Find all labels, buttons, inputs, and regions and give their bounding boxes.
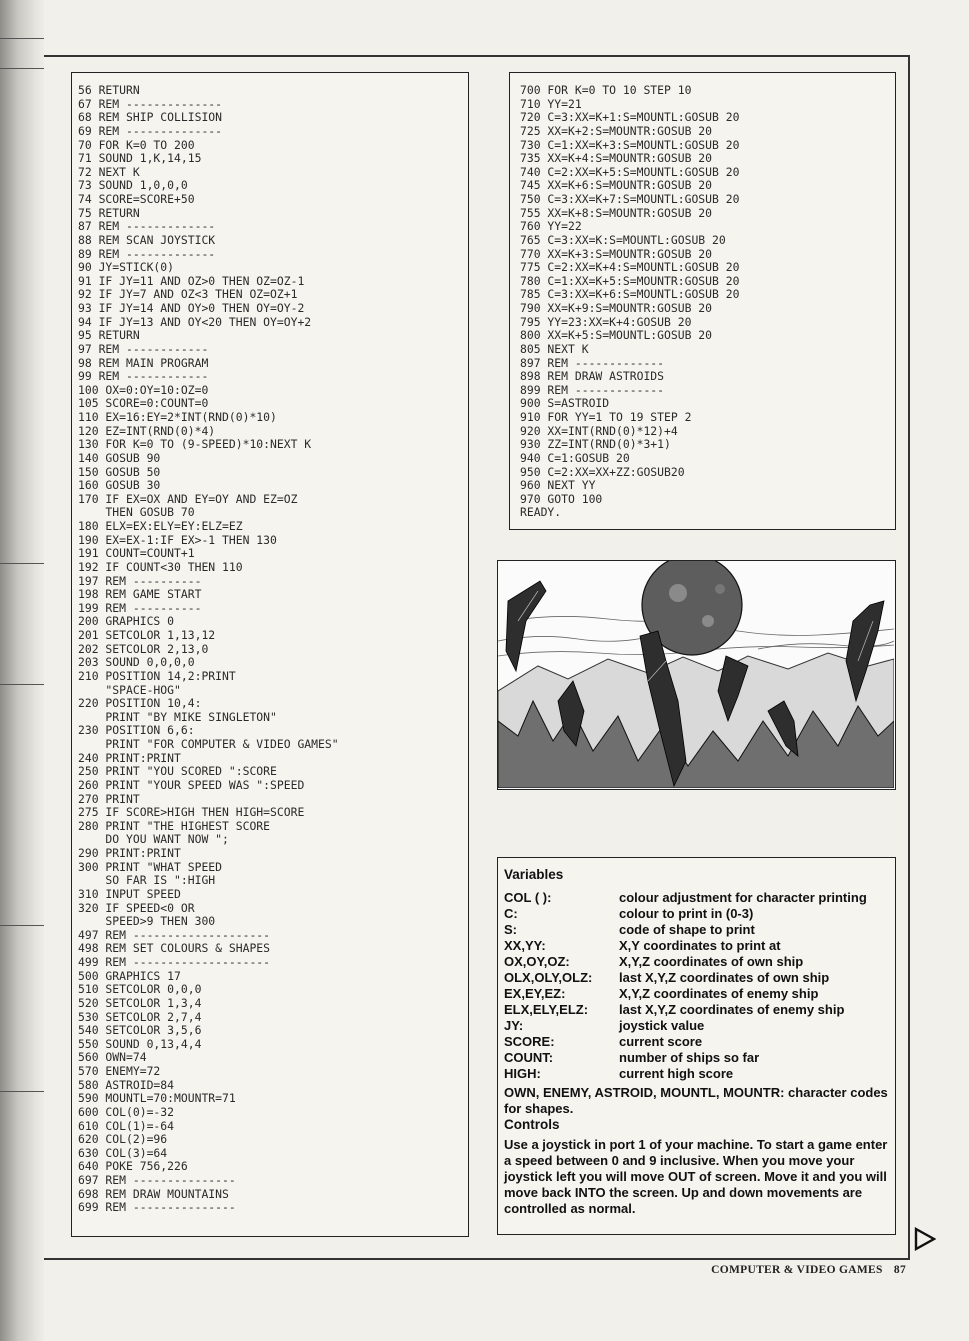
code-line: "SPACE-HOG" [105, 682, 181, 697]
left-code-listing [71, 72, 469, 1237]
code-line: 71 SOUND 1,K,14,15 [78, 151, 202, 166]
code-line: 180 ELX=EX:ELY=EY:ELZ=EZ [78, 519, 243, 533]
variable-row [504, 1002, 894, 1018]
gutter-rule [0, 925, 44, 926]
page-number: 87 [893, 1264, 906, 1276]
controls-text: Use a joystick in port 1 of your machine. To start a game enter a speed between 0 and 9 inclusive. When you move your joystick left you will move OUT of screen. Move it and you will move back INTO the screen. Up and down movements are controlled as normal. [504, 1137, 888, 1216]
code-line: 260 PRINT "YOUR SPEED WAS ":SPEED [78, 777, 305, 792]
code-line: 202 SETCOLOR 2,13,0 [78, 641, 209, 656]
code-line: 960 NEXT YY [520, 478, 596, 493]
shapes-note: OWN, ENEMY, ASTROID, MOUNTL, MOUNTR: character codes for shapes. [504, 1085, 888, 1116]
code-line: 91 IF JY=11 AND OZ>0 THEN OZ=OZ-1 [78, 273, 305, 288]
code-line: 780 C=1:XX=K+5:S=MOUNTR:GOSUB 20 [520, 273, 740, 288]
variable-name: ELX,ELY,ELZ: [504, 1002, 589, 1017]
code-line: 700 FOR K=0 TO 10 STEP 10 [520, 83, 692, 97]
code-line: SO FAR IS ":HIGH [105, 873, 216, 888]
code-line: 498 REM SET COLOURS & SHAPES [78, 941, 271, 956]
code-line: 698 REM DRAW MOUNTAINS [78, 1186, 229, 1201]
gutter-rule [0, 38, 44, 39]
code-line: 68 REM SHIP COLLISION [78, 110, 223, 125]
variable-row [504, 906, 894, 922]
code-line: THEN GOSUB 70 [105, 505, 195, 520]
code-line: 497 REM -------------------- [78, 927, 271, 942]
code-line: 760 YY=22 [520, 219, 582, 234]
code-line: DO YOU WANT NOW "; [105, 832, 229, 847]
variables-and-controls-box [497, 857, 896, 1235]
code-line: 240 PRINT:PRINT [78, 750, 181, 765]
code-line: 290 PRINT:PRINT [78, 846, 181, 860]
code-line: 540 SETCOLOR 3,5,6 [78, 1023, 202, 1038]
code-line: 95 RETURN [78, 328, 140, 343]
code-line: 745 XX=K+6:S=MOUNTR:GOSUB 20 [520, 178, 713, 193]
code-line: 770 XX=K+3:S=MOUNTR:GOSUB 20 [520, 246, 713, 261]
magazine-name: COMPUTER & VIDEO GAMES [711, 1264, 883, 1276]
code-line: 105 SCORE=0:COUNT=0 [78, 396, 209, 411]
code-line: 140 GOSUB 90 [78, 450, 161, 465]
page-footer [711, 1264, 906, 1276]
gutter-rule [0, 1091, 44, 1092]
code-line: 755 XX=K+8:S=MOUNTR:GOSUB 20 [520, 205, 713, 220]
code-line: 970 GOTO 100 [520, 491, 603, 506]
code-line: 120 EZ=INT(RND(0)*4) [78, 423, 216, 438]
code-line: PRINT "FOR COMPUTER & VIDEO GAMES" [105, 737, 339, 751]
code-line: 67 REM -------------- [78, 96, 223, 111]
code-line: 800 XX=K+5:S=MOUNTL:GOSUB 20 [520, 328, 713, 343]
mountains-and-planet-picture [498, 561, 894, 788]
code-line: 98 REM MAIN PROGRAM [78, 355, 209, 370]
code-line: 73 SOUND 1,0,0,0 [78, 178, 188, 193]
variable-description: current high score [619, 1066, 734, 1081]
code-line: 230 POSITION 6,6: [78, 723, 195, 738]
code-line: 898 REM DRAW ASTROIDS [520, 369, 665, 384]
variable-description: joystick value [619, 1018, 705, 1033]
code-line: 897 REM ------------- [520, 355, 665, 370]
code-line: 510 SETCOLOR 0,0,0 [78, 982, 202, 997]
code-line: 640 POKE 756,226 [78, 1159, 188, 1174]
code-line: 93 IF JY=14 AND OY>0 THEN OY=OY-2 [78, 301, 305, 315]
code-line: 920 XX=INT(RND(0)*12)+4 [520, 423, 678, 438]
code-line: 775 C=2:XX=K+4:S=MOUNTL:GOSUB 20 [520, 260, 740, 275]
code-line: 499 REM -------------------- [78, 955, 271, 969]
space-hog-illustration [497, 560, 896, 790]
variable-row [504, 970, 894, 986]
code-line: 74 SCORE=SCORE+50 [78, 192, 195, 206]
code-line: PRINT "BY MIKE SINGLETON" [105, 709, 277, 724]
variable-name: OLX,OLY,OLZ: [504, 970, 593, 985]
variable-description: X,Y coordinates to print at [619, 938, 781, 953]
code-line: 190 EX=EX-1:IF EX>-1 THEN 130 [78, 532, 277, 547]
code-line: 210 POSITION 14,2:PRINT [78, 668, 236, 683]
controls-heading: Controls [504, 1117, 560, 1132]
code-line: 765 C=3:XX=K:S=MOUNTL:GOSUB 20 [520, 232, 726, 247]
code-line: 270 PRINT [78, 791, 140, 806]
variable-name: OX,OY,OZ: [504, 954, 570, 969]
gutter-rule [0, 684, 44, 685]
page-gutter [0, 0, 44, 1341]
code-line: 275 IF SCORE>HIGH THEN HIGH=SCORE [78, 805, 305, 820]
left-code-text [78, 84, 339, 1215]
code-line: 940 C=1:GOSUB 20 [520, 450, 630, 465]
code-line: 790 XX=K+9:S=MOUNTR:GOSUB 20 [520, 301, 713, 315]
code-line: SPEED>9 THEN 300 [105, 914, 216, 929]
code-line: 70 FOR K=0 TO 200 [78, 137, 195, 152]
code-line: 630 COL(3)=64 [78, 1145, 168, 1160]
variable-row [504, 1050, 894, 1066]
code-line: 697 REM --------------- [78, 1173, 236, 1187]
code-line: 785 C=3:XX=K+6:S=MOUNTL:GOSUB 20 [520, 287, 740, 302]
variable-name: HIGH: [504, 1066, 541, 1081]
code-line: 200 GRAPHICS 0 [78, 614, 175, 629]
code-line: 300 PRINT "WHAT SPEED [78, 859, 223, 874]
variable-name: JY: [504, 1018, 524, 1033]
code-line: 899 REM ------------- [520, 382, 665, 397]
variable-description: colour to print in (0-3) [619, 906, 754, 921]
code-line: 590 MOUNTL=70:MOUNTR=71 [78, 1091, 236, 1106]
code-line: 220 POSITION 10,4: [78, 696, 202, 711]
variable-description: colour adjustment for character printing [619, 890, 867, 905]
variable-name: C: [504, 906, 518, 921]
code-line: 150 GOSUB 50 [78, 464, 161, 479]
variable-description: X,Y,Z coordinates of enemy ship [619, 986, 819, 1001]
code-line: 520 SETCOLOR 1,3,4 [78, 995, 202, 1010]
code-line: 795 YY=23:XX=K+4:GOSUB 20 [520, 314, 692, 329]
variable-description: X,Y,Z coordinates of own ship [619, 954, 804, 969]
variable-row [504, 1034, 894, 1050]
variable-row [504, 1066, 894, 1082]
variable-row [504, 986, 894, 1002]
code-line: 930 ZZ=INT(RND(0)*3+1) [520, 437, 671, 452]
variable-row [504, 954, 894, 970]
code-line: 170 IF EX=OX AND EY=OY AND EZ=OZ [78, 491, 298, 506]
variable-row [504, 890, 894, 906]
variable-name: COL ( ): [504, 890, 552, 905]
code-line: 710 YY=21 [520, 96, 582, 111]
variable-description: current score [619, 1034, 703, 1049]
code-line: 560 OWN=74 [78, 1050, 147, 1065]
code-line: 199 REM ---------- [78, 600, 202, 615]
code-line: 89 REM ------------- [78, 246, 216, 261]
code-line: 197 REM ---------- [78, 573, 202, 588]
code-line: 280 PRINT "THE HIGHEST SCORE [78, 818, 271, 833]
code-line: 130 FOR K=0 TO (9-SPEED)*10:NEXT K [78, 437, 312, 452]
code-line: 550 SOUND 0,13,4,4 [78, 1036, 202, 1051]
variable-name: COUNT: [504, 1050, 554, 1065]
code-line: 725 XX=K+2:S=MOUNTR:GOSUB 20 [520, 123, 713, 138]
code-line: 201 SETCOLOR 1,13,12 [78, 628, 216, 642]
code-line: 92 IF JY=7 AND OZ<3 THEN OZ=OZ+1 [78, 287, 298, 302]
code-line: 87 REM ------------- [78, 219, 216, 234]
code-line: 730 C=1:XX=K+3:S=MOUNTL:GOSUB 20 [520, 137, 740, 152]
code-line: 191 COUNT=COUNT+1 [78, 546, 195, 561]
code-line: 198 REM GAME START [78, 587, 202, 602]
right-code-listing [509, 72, 896, 530]
variable-name: XX,YY: [504, 938, 546, 953]
code-line: 900 S=ASTROID [520, 396, 610, 411]
variable-description: code of shape to print [619, 922, 755, 937]
code-line: 75 RETURN [78, 205, 140, 220]
code-line: 570 ENEMY=72 [78, 1064, 161, 1078]
code-line: READY. [520, 505, 562, 520]
code-line: 203 SOUND 0,0,0,0 [78, 655, 195, 670]
code-line: 500 GRAPHICS 17 [78, 968, 181, 983]
code-line: 610 COL(1)=-64 [78, 1118, 175, 1133]
gutter-rule [0, 563, 44, 564]
code-line: 250 PRINT "YOU SCORED ":SCORE [78, 764, 277, 779]
code-line: 600 COL(0)=-32 [78, 1104, 175, 1119]
variables-heading: Variables [504, 867, 564, 882]
variable-description: last X,Y,Z coordinates of enemy ship [619, 1002, 845, 1017]
variable-name: EX,EY,EZ: [504, 986, 566, 1001]
code-line: 699 REM --------------- [78, 1200, 236, 1215]
code-line: 720 C=3:XX=K+1:S=MOUNTL:GOSUB 20 [520, 110, 740, 125]
code-line: 735 XX=K+4:S=MOUNTR:GOSUB 20 [520, 151, 713, 166]
code-line: 910 FOR YY=1 TO 19 STEP 2 [520, 410, 692, 424]
code-line: 620 COL(2)=96 [78, 1132, 168, 1147]
code-line: 110 EX=16:EY=2*INT(RND(0)*10) [78, 410, 277, 424]
variable-name: S: [504, 922, 517, 937]
code-line: 750 C=3:XX=K+7:S=MOUNTL:GOSUB 20 [520, 192, 740, 206]
code-line: 100 OX=0:OY=10:OZ=0 [78, 382, 209, 397]
code-line: 97 REM ------------ [78, 341, 209, 356]
code-line: 99 REM ------------ [78, 369, 209, 384]
code-line: 320 IF SPEED<0 OR [78, 900, 195, 915]
code-line: 72 NEXT K [78, 164, 140, 179]
code-line: 192 IF COUNT<30 THEN 110 [78, 559, 243, 574]
code-line: 56 RETURN [78, 83, 140, 97]
code-line: 160 GOSUB 30 [78, 478, 161, 493]
variable-row [504, 1018, 894, 1034]
code-line: 530 SETCOLOR 2,7,4 [78, 1009, 202, 1024]
continue-arrow-icon [914, 1227, 936, 1251]
code-line: 69 REM -------------- [78, 123, 223, 138]
code-line: 88 REM SCAN JOYSTICK [78, 232, 216, 247]
variable-name: SCORE: [504, 1034, 555, 1049]
variable-row [504, 938, 894, 954]
variable-description: number of ships so far [619, 1050, 760, 1065]
code-line: 580 ASTROID=84 [78, 1077, 175, 1092]
code-line: 740 C=2:XX=K+5:S=MOUNTL:GOSUB 20 [520, 164, 740, 179]
code-line: 310 INPUT SPEED [78, 886, 181, 901]
gutter-rule [0, 68, 44, 69]
code-line: 94 IF JY=13 AND OY<20 THEN OY=OY+2 [78, 314, 312, 329]
right-code-text [520, 84, 739, 520]
code-line: 805 NEXT K [520, 341, 589, 356]
variable-description: last X,Y,Z coordinates of own ship [619, 970, 830, 985]
code-line: 90 JY=STICK(0) [78, 260, 175, 275]
code-line: 950 C=2:XX=XX+ZZ:GOSUB20 [520, 464, 685, 479]
variable-row [504, 922, 894, 938]
